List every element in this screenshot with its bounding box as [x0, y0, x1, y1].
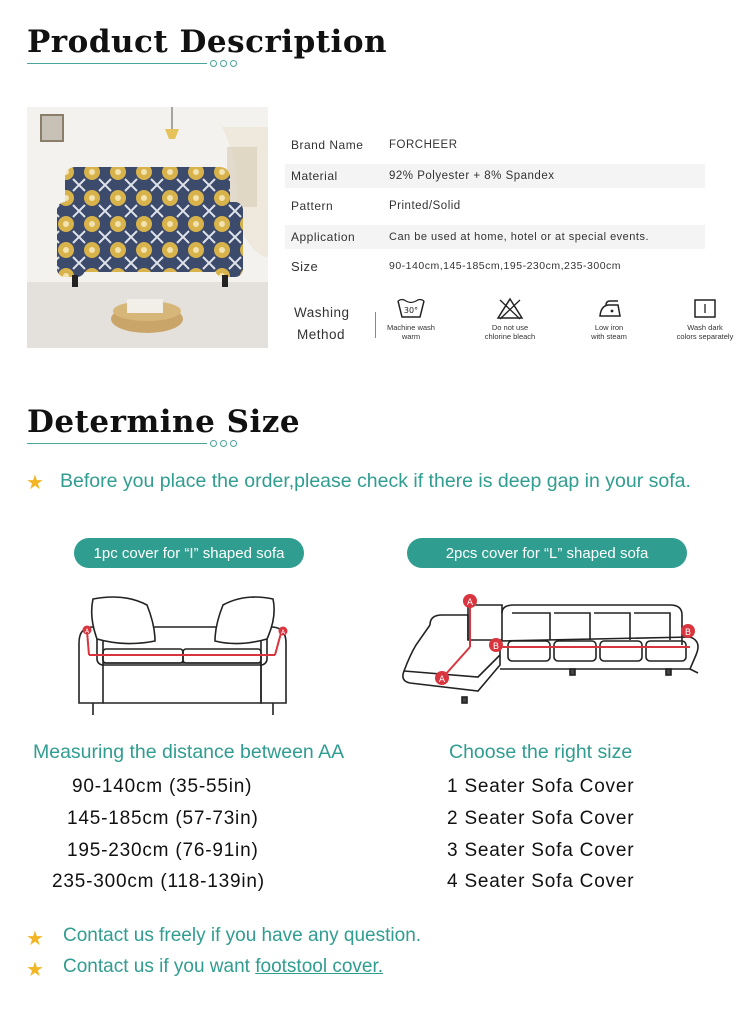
i-shaped-pill: 1pc cover for “I” shaped sofa — [74, 538, 304, 568]
wash-separately-icon — [690, 297, 720, 321]
spec-label: Pattern — [291, 199, 334, 213]
cover-item: 3 Seater Sofa Cover — [447, 840, 635, 861]
title-underline — [27, 443, 207, 444]
size-item: 235-300cm (118-139in) — [52, 871, 265, 892]
product-description-title: Product Description — [27, 24, 388, 60]
wash-item-line1: Low iron — [594, 323, 624, 332]
svg-text:30°: 30° — [403, 306, 419, 315]
size-item: 90-140cm (35-55in) — [72, 776, 253, 797]
i-sofa-diagram — [75, 595, 300, 720]
choose-title: Choose the right size — [449, 741, 633, 763]
title-dots — [210, 60, 237, 67]
l-shaped-pill: 2pcs cover for “L” shaped sofa — [407, 538, 687, 568]
svg-text:B: B — [684, 628, 692, 638]
star-icon: ★ — [26, 928, 44, 950]
spec-value: Printed/Solid — [389, 200, 461, 212]
no-bleach-icon — [495, 297, 525, 321]
spec-row-material — [285, 164, 705, 188]
wash-item-line1: Do not use — [491, 323, 529, 332]
washing-label-line1: Washing — [294, 305, 350, 320]
wash-item-line1: Machine wash — [387, 323, 435, 332]
spec-value: 92% Polyester + 8% Spandex — [389, 170, 555, 182]
machine-wash-icon — [396, 297, 426, 321]
product-photo — [27, 107, 268, 348]
svg-text:A: A — [438, 675, 446, 685]
wash-item-line1: Wash dark — [687, 323, 723, 332]
wash-item-line2: chlorine bleach — [484, 332, 536, 341]
title-dots — [210, 440, 237, 447]
star-icon: ★ — [26, 472, 44, 494]
spec-label: Material — [291, 169, 338, 183]
cover-item: 2 Seater Sofa Cover — [447, 808, 635, 829]
wash-item-dark — [664, 297, 746, 341]
contact-question: Contact us freely if you have any question. — [63, 925, 422, 946]
spec-value: 90-140cm,145-185cm,195-230cm,235-300cm — [389, 260, 622, 272]
washing-label — [294, 302, 350, 346]
contact-footstool — [63, 956, 383, 978]
svg-text:A: A — [280, 629, 286, 636]
wash-item-machine — [370, 297, 452, 341]
wash-item-bleach — [469, 297, 551, 341]
spec-label: Size — [291, 258, 319, 274]
svg-text:B: B — [492, 642, 500, 652]
spec-row-pattern — [285, 194, 705, 218]
cover-item: 4 Seater Sofa Cover — [447, 871, 635, 892]
measure-title: Measuring the distance between AA — [33, 741, 345, 763]
spec-row-size — [285, 254, 705, 278]
spec-row-brand — [285, 133, 705, 157]
footstool-cover-link[interactable]: footstool cover. — [255, 956, 384, 977]
size-item: 195-230cm (76-91in) — [67, 840, 259, 861]
washing-label-line2: Method — [297, 327, 346, 342]
star-icon: ★ — [26, 959, 44, 981]
wash-item-line2: warm — [401, 332, 421, 341]
title-underline — [27, 63, 207, 64]
wash-item-line2: with steam — [591, 332, 627, 341]
spec-row-application — [285, 225, 705, 249]
svg-text:A: A — [466, 598, 474, 608]
wash-item-iron — [568, 297, 650, 341]
low-iron-icon — [594, 297, 624, 321]
l-sofa-diagram — [390, 585, 710, 710]
wash-item-line2: colors separately — [676, 332, 734, 341]
cover-item: 1 Seater Sofa Cover — [447, 776, 635, 797]
determine-size-title: Determine Size — [27, 404, 301, 440]
spec-value: FORCHEER — [389, 139, 458, 151]
gap-notice: Before you place the order,please check if there is deep gap in your sofa. — [60, 470, 691, 492]
svg-text:A: A — [84, 628, 90, 635]
size-item: 145-185cm (57-73in) — [67, 808, 259, 829]
spec-label: Application — [291, 230, 356, 244]
spec-value: Can be used at home, hotel or at special events. — [389, 231, 650, 243]
contact-footstool-text: Contact us if you want — [63, 956, 256, 977]
spec-label: Brand Name — [291, 138, 364, 152]
